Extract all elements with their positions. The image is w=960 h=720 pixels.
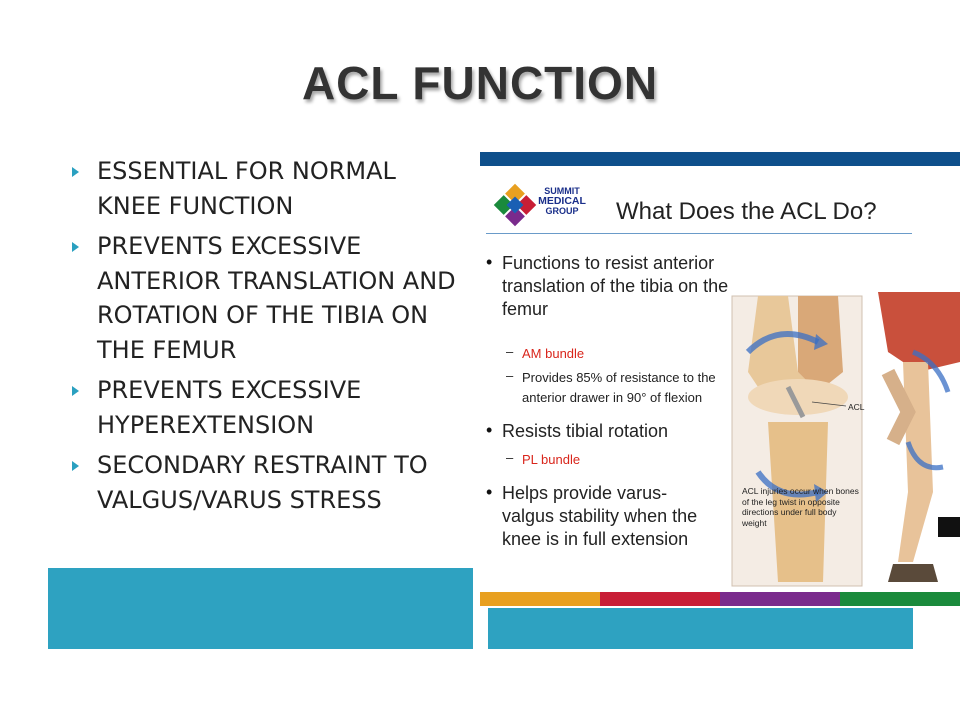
bullet-text: PREVENTS EXCESSIVE HYPEREXTENSION [97, 376, 362, 439]
logo-wordmark: SUMMIT MEDICAL GROUP [538, 186, 586, 216]
bullet-text: ESSENTIAL FOR NORMAL KNEE FUNCTION [97, 157, 396, 220]
sub-point-text: PL bundle [522, 452, 581, 467]
bullet-list [72, 154, 462, 523]
embedded-heading: What Does the ACL Do? [616, 198, 877, 225]
point-bullet-icon: • [486, 482, 493, 502]
point-bullet-icon: • [486, 252, 493, 272]
color-stripe [480, 592, 960, 606]
heading-rule [486, 233, 912, 234]
sub-point-text: AM bundle [522, 346, 585, 361]
embedded-slide-image [480, 152, 960, 608]
dash-icon: – [506, 344, 514, 359]
point-text: Functions to resist anterior translation of the tibia on the femur [502, 253, 729, 319]
accent-block-left [48, 568, 473, 649]
bullet-item [72, 229, 462, 367]
sub-point-text: Provides 85% of resistance to the anterior drawer in 90° of flexion [522, 370, 716, 405]
triangle-right-icon [72, 167, 79, 177]
panel-top-bar [480, 152, 960, 166]
summit-diamond-logo [492, 182, 538, 228]
acl-label: ACL [848, 402, 865, 412]
slide-title: ACL FUNCTION [301, 57, 659, 109]
knee-anatomy-illustration [728, 292, 960, 592]
illustration-caption: ACL injuries occur when bones of the leg twist in opposite directions under full body weight [742, 486, 859, 528]
triangle-right-icon [72, 386, 79, 396]
point-text: Resists tibial rotation [502, 421, 669, 441]
bullet-item [72, 373, 462, 442]
bullet-item [72, 154, 462, 223]
point-bullet-icon: • [486, 420, 493, 440]
bullet-text: SECONDARY RESTRAINT TO VALGUS/VARUS STRESS [97, 451, 428, 514]
bullet-text: PREVENTS EXCESSIVE ANTERIOR TRANSLATION AND ROTATION OF THE TIBIA ON THE FEMUR [97, 232, 456, 364]
triangle-right-icon [72, 242, 79, 252]
dash-icon: – [506, 368, 514, 383]
dash-icon: – [506, 450, 514, 465]
triangle-right-icon [72, 461, 79, 471]
point-text: Helps provide varus-valgus stability when the knee is in full extension [502, 483, 698, 549]
bullet-item [72, 448, 462, 517]
